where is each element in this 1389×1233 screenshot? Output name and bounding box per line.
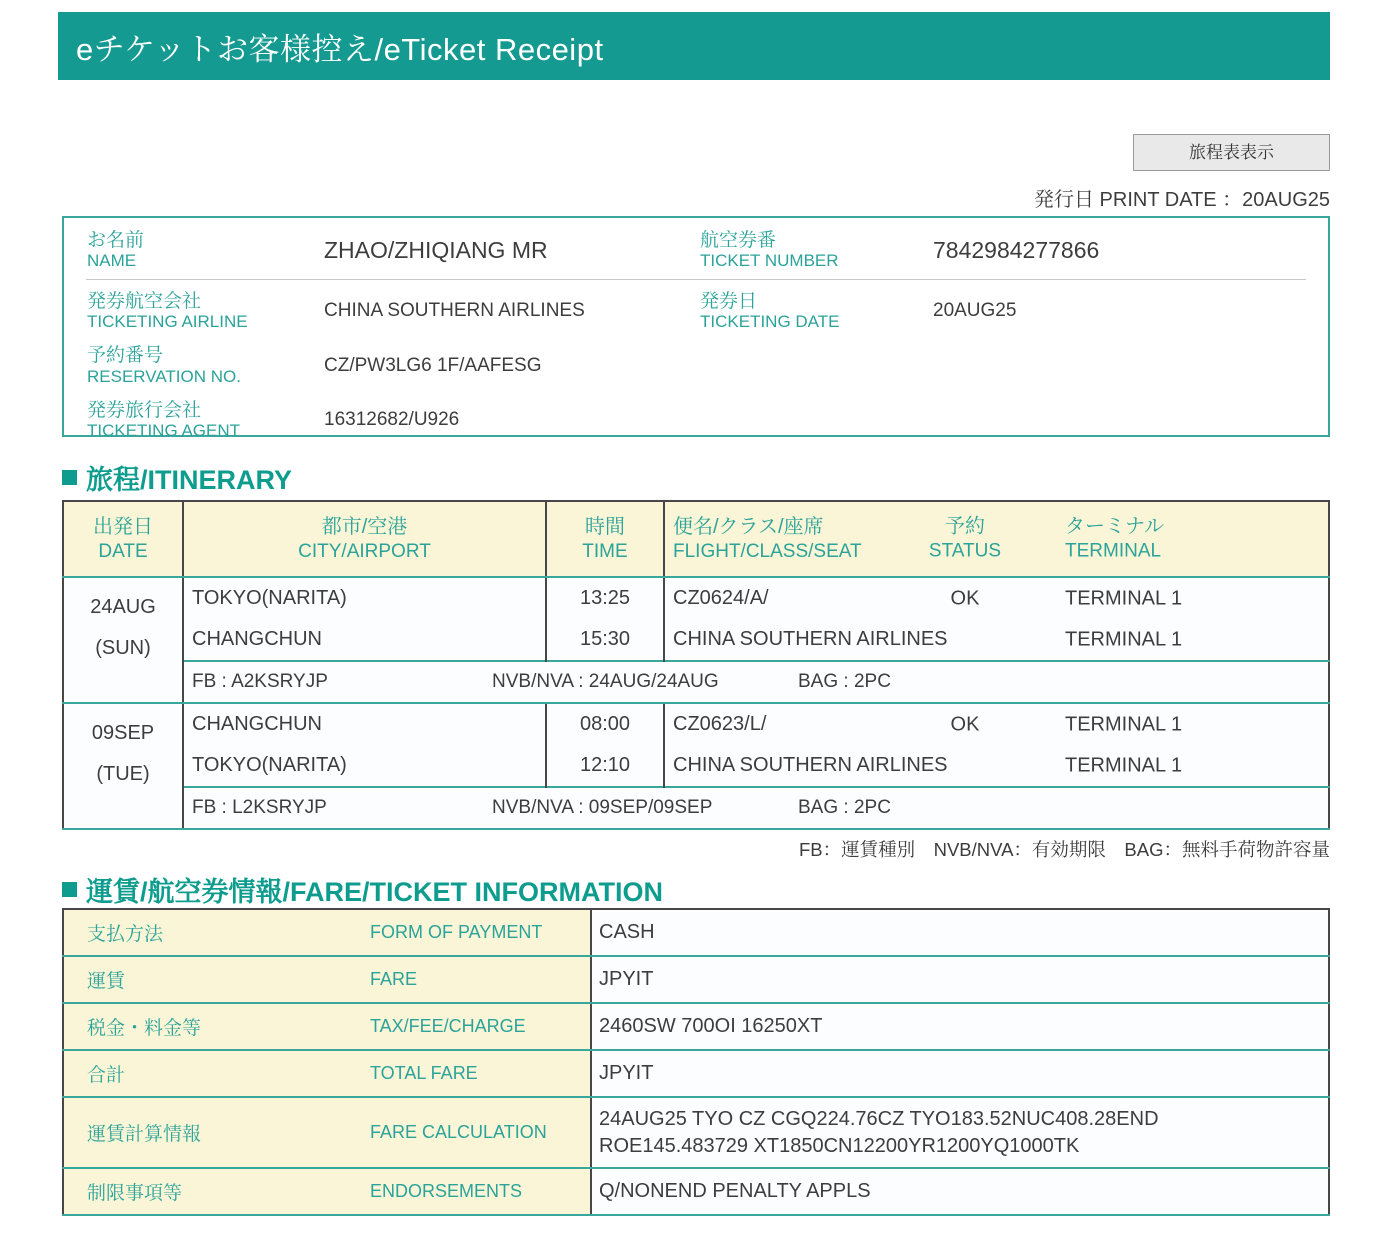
reservation-no-value: CZ/PW3LG6 1F/AAFESG <box>324 354 542 376</box>
segment2-departure-time: 08:00 <box>546 703 664 745</box>
segment2-farebasis-row <box>63 787 1329 829</box>
segment1-leg2-row <box>63 619 1329 661</box>
fare-calculation-value: 24AUG25 TYO CZ CGQ224.76CZ TYO183.52NUC408.28END ROE145.483729 XT1850CN12200YR1200YQ1000TK <box>591 1097 1329 1168</box>
fare-value: JPYIT <box>591 956 1329 1003</box>
print-date: 発行日 PRINT DATE ：20AUG25 <box>1034 189 1330 211</box>
fare-calculation-label-en: FARE CALCULATION <box>370 1122 547 1142</box>
ticketing-date-label: 発券日 TICKETING DATE <box>700 290 840 332</box>
itinerary-section-title: 旅程/ITINERARY <box>62 458 292 497</box>
tax-value: 2460SW 700OI 16250XT <box>591 1003 1329 1050</box>
segment2-airline-name: CHINA SOUTHERN AIRLINES <box>673 754 948 776</box>
segment1-departure-terminal: TERMINAL 1 <box>1065 587 1183 609</box>
fare-label-en: FARE <box>370 969 418 989</box>
ticket-number-value: 7842984277866 <box>933 236 1100 263</box>
passenger-row-airline <box>64 284 1328 339</box>
column-header-terminal: ターミナル TERMINAL <box>1065 515 1164 562</box>
ticketing-airline-value: CHINA SOUTHERN AIRLINES <box>324 300 585 321</box>
segment2-arrival-terminal: TERMINAL 1 <box>1065 754 1183 776</box>
segment1-arrival-terminal: TERMINAL 1 <box>1065 628 1183 650</box>
segment2-flight-number: CZ0623/L/ <box>673 713 767 735</box>
segment1-status: OK <box>950 587 980 609</box>
ticketing-agent-value: 16312682/U926 <box>324 409 460 431</box>
segment1-validity: NVB/NVA : 24AUG/24AUG <box>492 671 719 692</box>
fare-row-tax <box>63 1003 1329 1050</box>
section-marker-icon <box>62 882 77 897</box>
segment1-departure-city: TOKYO(NARITA) <box>183 577 546 619</box>
column-header-city-airport: 都市/空港 CITY/AIRPORT <box>183 501 546 577</box>
segment1-arrival-time: 15:30 <box>546 619 664 661</box>
segment2-airline-cell <box>664 745 1329 787</box>
segment2-flight-cell <box>664 703 1329 745</box>
segment1-arrival-city: CHANGCHUN <box>183 619 546 661</box>
column-header-flight-class-seat: 便名/クラス/座席 FLIGHT/CLASS/SEAT 予約 STATUS ターミナル TERMINAL <box>664 501 1329 577</box>
segment2-fare-basis: FB : L2KSRYJP <box>192 797 327 818</box>
itinerary-footnote: FB：運賃種別 NVB/NVA：有効期限 BAG：無料手荷物許容量 <box>798 839 1330 860</box>
title-bar <box>58 12 1330 80</box>
form-of-payment-label-jp: 支払方法 <box>87 924 164 945</box>
column-header-time: 時間 TIME <box>546 501 664 577</box>
fare-label-jp: 運賃 <box>87 971 126 992</box>
itinerary-header-row <box>63 501 1329 577</box>
passenger-row-name <box>64 225 1328 277</box>
segment1-fare-basis: FB : A2KSRYJP <box>192 671 328 692</box>
fare-row-fare <box>63 956 1329 1003</box>
segment2-leg1-row <box>63 703 1329 745</box>
section-marker-icon <box>62 470 77 485</box>
segment1-flight-number: CZ0624/A/ <box>673 587 769 609</box>
segment1-departure-time: 13:25 <box>546 577 664 619</box>
endorsements-value: Q/NONEND PENALTY APPLS <box>591 1168 1329 1215</box>
passenger-info-box <box>62 216 1330 441</box>
form-of-payment-value: CASH <box>591 909 1329 956</box>
endorsements-label-en: ENDORSEMENTS <box>370 1181 523 1201</box>
passenger-row-agent <box>64 393 1328 448</box>
segment2-departure-city: CHANGCHUN <box>183 703 546 745</box>
passenger-name-value: ZHAO/ZHIQIANG MR <box>324 236 548 263</box>
fare-row-endorsements <box>63 1168 1329 1215</box>
column-header-status: 予約 STATUS <box>928 515 1002 562</box>
segment2-date-cell: 09SEP (TUE) <box>63 703 183 829</box>
ticketing-airline-label: 発券航空会社 TICKETING AIRLINE <box>87 290 248 332</box>
ticketing-date-value: 20AUG25 <box>933 300 1017 321</box>
name-label: お名前 NAME <box>87 230 145 271</box>
fare-row-total <box>63 1050 1329 1097</box>
column-header-date: 出発日 DATE <box>63 501 183 577</box>
show-itinerary-button[interactable]: 旅程表表示 <box>1133 134 1330 171</box>
segment1-leg1-row <box>63 577 1329 619</box>
segment1-airline-name: CHINA SOUTHERN AIRLINES <box>673 628 948 650</box>
fare-section-title: 運賃/航空券情報/FARE/TICKET INFORMATION <box>62 870 663 909</box>
ticket-number-label: 航空券番 TICKET NUMBER <box>700 230 839 271</box>
segment1-airline-cell <box>664 619 1329 661</box>
itinerary-table <box>62 500 1330 830</box>
segment2-arrival-city: TOKYO(NARITA) <box>183 745 546 787</box>
form-of-payment-label-en: FORM OF PAYMENT <box>370 922 543 942</box>
total-fare-value: JPYIT <box>591 1050 1329 1097</box>
segment2-baggage: BAG : 2PC <box>798 797 891 818</box>
fare-row-payment <box>63 909 1329 956</box>
page-title: eチケットお客様控え/eTicket Receipt <box>76 31 604 67</box>
fare-calculation-label-jp: 運賃計算情報 <box>87 1124 202 1145</box>
total-fare-label-en: TOTAL FARE <box>370 1063 478 1083</box>
segment2-arrival-time: 12:10 <box>546 745 664 787</box>
segment2-status: OK <box>950 713 980 735</box>
ticketing-agent-label: 発券旅行会社 TICKETING AGENT <box>87 400 241 441</box>
fare-row-calculation <box>63 1097 1329 1168</box>
segment2-leg2-row <box>63 745 1329 787</box>
endorsements-label-jp: 制限事項等 <box>87 1183 183 1204</box>
segment1-baggage: BAG : 2PC <box>798 671 891 692</box>
info-divider <box>86 279 1306 280</box>
segment1-date-cell: 24AUG (SUN) <box>63 577 183 703</box>
segment2-validity: NVB/NVA : 09SEP/09SEP <box>492 797 713 818</box>
segment1-farebasis-row <box>63 661 1329 703</box>
fare-table <box>62 908 1330 1216</box>
segment2-departure-terminal: TERMINAL 1 <box>1065 713 1183 735</box>
segment1-flight-cell <box>664 577 1329 619</box>
total-fare-label-jp: 合計 <box>87 1065 126 1086</box>
reservation-no-label: 予約番号 RESERVATION NO. <box>87 345 241 386</box>
tax-label-jp: 税金・料金等 <box>87 1018 202 1039</box>
tax-label-en: TAX/FEE/CHARGE <box>370 1016 526 1036</box>
passenger-row-reservation <box>64 338 1328 393</box>
